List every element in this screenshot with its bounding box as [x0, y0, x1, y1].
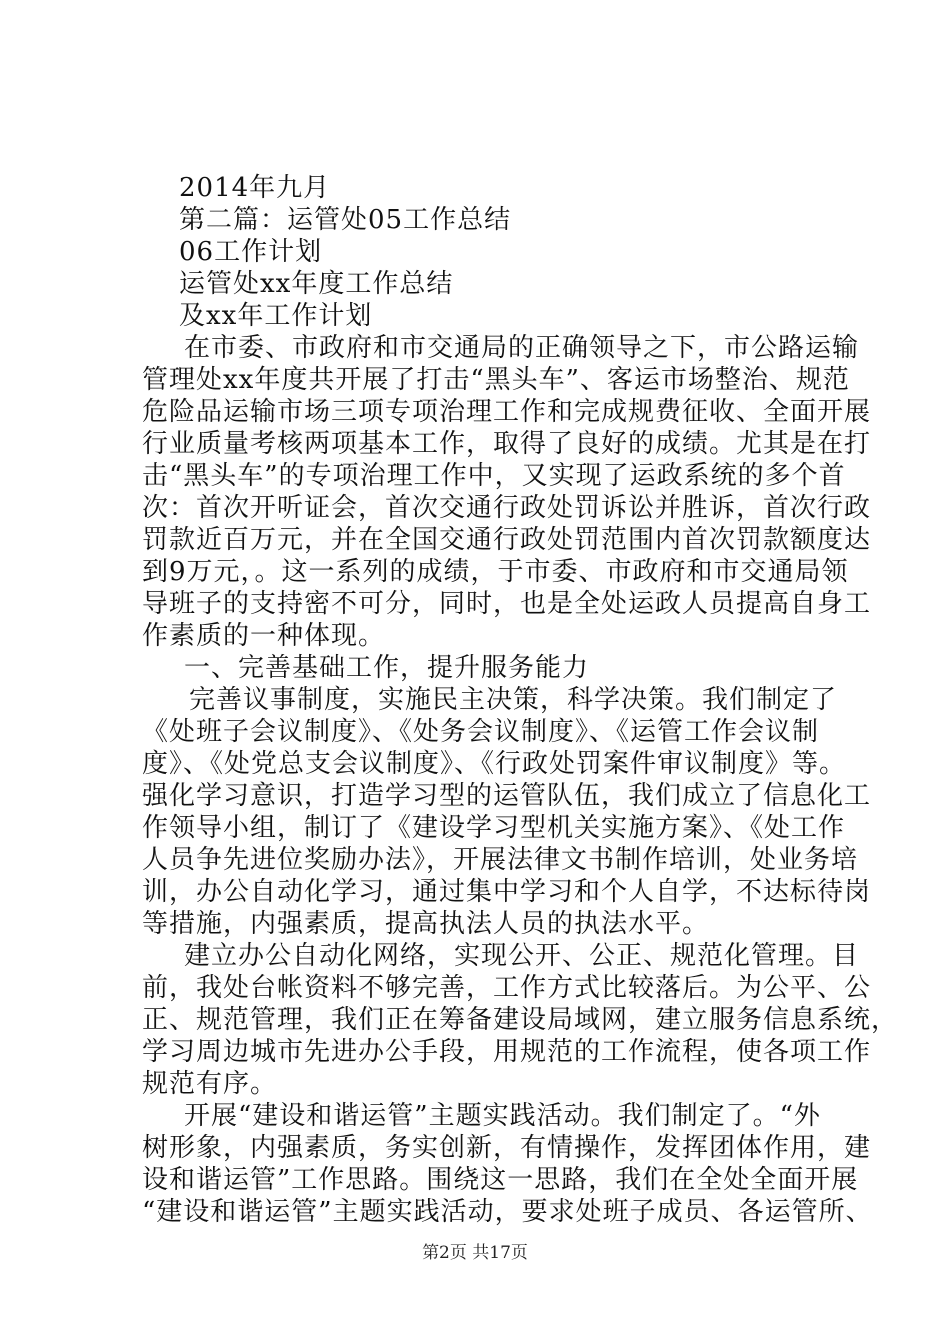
- paragraph-line: 完善议事制度，实施民主决策，科学决策。我们制定了: [189, 685, 838, 715]
- paragraph-line: 罚款近百万元，并在全国交通行政处罚范围内首次罚款额度达: [142, 525, 872, 555]
- paragraph-line: 开展“建设和谐运管”主题实践活动。我们制定了。“外: [184, 1101, 821, 1131]
- paragraph-line: 正、规范管理，我们正在筹备建设局域网，建立服务信息系统，: [142, 1005, 899, 1035]
- report-title: 运管处xx年度工作总结: [179, 269, 454, 299]
- paragraph-line: 建立办公自动化网络，实现公开、公正、规范化管理。目: [184, 941, 860, 971]
- paragraph-line: 训，办公自动化学习，通过集中学习和个人自学，不达标待岗: [142, 877, 872, 907]
- paragraph-line: 等措施，内强素质，提高执法人员的执法水平。: [142, 909, 710, 939]
- document-body: [142, 172, 899, 1228]
- section-heading: 第二篇：运管处05工作总结: [179, 205, 512, 235]
- paragraph-line: 击“黑头车”的专项治理工作中，又实现了运政系统的多个首: [142, 461, 846, 491]
- paragraph-line: 次：首次开听证会，首次交通行政处罚诉讼并胜诉，首次行政: [142, 493, 872, 523]
- paragraph-line: 导班子的支持密不可分，同时，也是全处运政人员提高自身工: [142, 589, 872, 619]
- paragraph-line: 作素质的一种体现。: [142, 621, 386, 651]
- paragraph-line: 行业质量考核两项基本工作，取得了良好的成绩。尤其是在打: [142, 429, 872, 459]
- paragraph-line: “建设和谐运管”主题实践活动，要求处班子成员、各运管所、: [142, 1197, 873, 1227]
- subsection-heading: 一、完善基础工作，提升服务能力: [184, 653, 590, 683]
- paragraph-line: 作领导小组，制订了《建设学习型机关实施方案》、《处工作: [142, 813, 846, 843]
- paragraph-line: 度》、《处党总支会议制度》、《行政处罚案件审议制度》等。: [142, 749, 847, 779]
- paragraph-line: 前，我处台帐资料不够完善，工作方式比较落后。为公平、公: [142, 973, 872, 1003]
- date-line: 2014年九月: [179, 173, 331, 203]
- section-heading-continued: 06工作计划: [179, 237, 323, 267]
- paragraph-line: 人员争先进位奖励办法》，开展法律文书制作培训，处业务培: [142, 845, 859, 875]
- paragraph-line: 在市委、市政府和市交通局的正确领导之下，市公路运输: [184, 333, 860, 363]
- paragraph-line: 树形象，内强素质，务实创新，有情操作，发挥团体作用，建: [142, 1133, 872, 1163]
- page-number-footer: 第2页 共17页: [422, 1243, 528, 1263]
- paragraph-line: 危险品运输市场三项专项治理工作和完成规费征收、全面开展: [142, 397, 872, 427]
- paragraph-line: 设和谐运管”工作思路。围绕这一思路，我们在全处全面开展: [142, 1165, 859, 1195]
- paragraph-line: 《处班子会议制度》、《处务会议制度》、《运管工作会议制: [142, 717, 820, 747]
- paragraph-line: 学习周边城市先进办公手段，用规范的工作流程，使各项工作: [142, 1037, 872, 1067]
- report-title-continued: 及xx年工作计划: [179, 301, 373, 331]
- paragraph-line: 规范有序。: [142, 1069, 278, 1099]
- paragraph-line: 到9万元，。这一系列的成绩，于市委、市政府和市交通局领: [142, 557, 849, 587]
- paragraph-line: 强化学习意识，打造学习型的运管队伍，我们成立了信息化工: [142, 781, 872, 811]
- paragraph-line: 管理处xx年度共开展了打击“黑头车”、客运市场整治、规范: [142, 365, 850, 395]
